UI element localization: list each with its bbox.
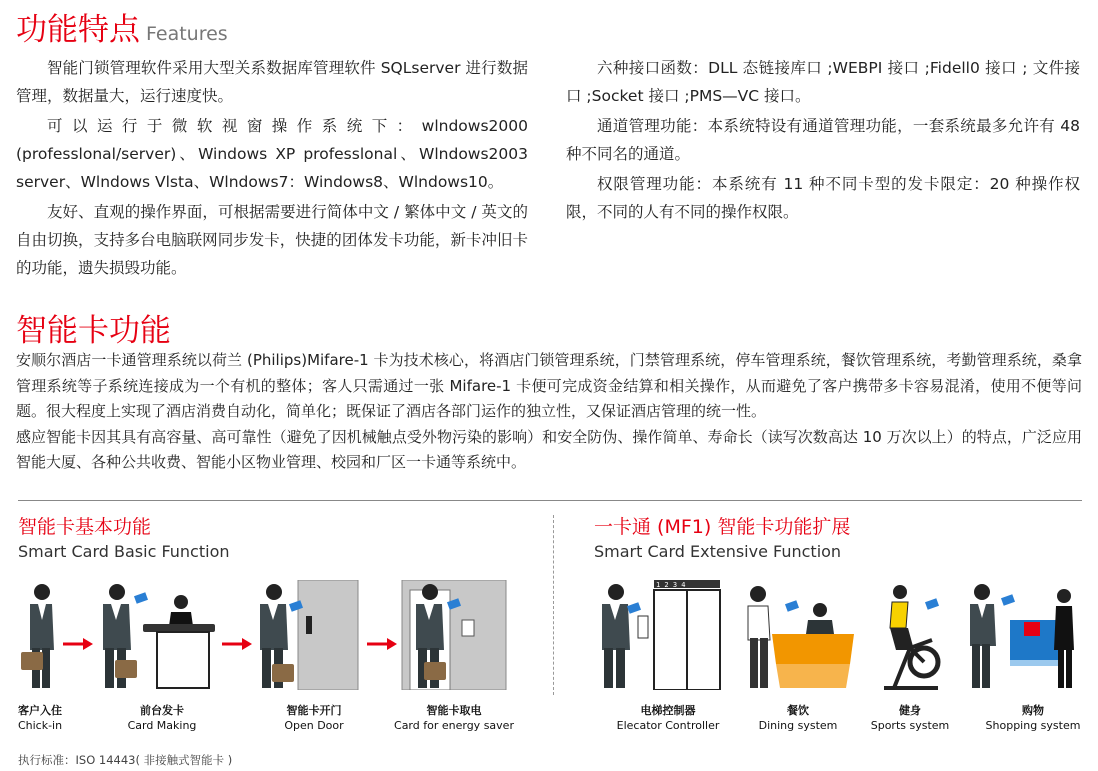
feature-para-5: 通道管理功能：本系统特设有通道管理功能，一套系统最多允许有 48 种不同名的通道。 (566, 117, 1080, 163)
sports-illustration (874, 580, 948, 690)
extensive-title: 一卡通 (MF1) 智能卡功能扩展 (594, 516, 851, 538)
caption-shopping-en: Shopping system (985, 719, 1081, 732)
caption-front-desk-en: Card Making (127, 719, 197, 732)
caption-elevator-zh: 电梯控制器 (640, 704, 696, 717)
smartcard-para-2: 感应智能卡因其具有高容量、高可靠性（避免了因机械触点受外物污染的影响）和安全防伪、操作简单、寿命长（读写次数高达 10 万次以上）的特点，广泛应用智能大厦、各种公共收费、智能小区物业管理、校园和厂区一卡通等系统中。 (16, 427, 1082, 471)
feature-para-1: 智能门锁管理软件采用大型关系数据库管理软件 SQLserver 进行数据管理，数据量大，运行速度快。 (16, 59, 528, 105)
elevator-floor-digits: 1 2 3 4 (656, 581, 686, 589)
extensive-subtitle: Smart Card Extensive Function (594, 542, 842, 561)
checkin-illustration (18, 580, 58, 690)
caption-shopping (963, 703, 1098, 733)
smartcard-text (16, 348, 1082, 478)
basic-subtitle: Smart Card Basic Function (18, 542, 230, 561)
caption-energy-saver (384, 703, 524, 733)
caption-energy-saver-en: Card for energy saver (394, 719, 514, 732)
shopping-illustration (966, 580, 1082, 690)
caption-dining-zh: 餐饮 (787, 704, 809, 717)
section-divider (18, 500, 1082, 501)
caption-elevator-en: Elecator Controller (616, 719, 720, 732)
feature-para-3: 友好、直观的操作界面，可根据需要进行简体中文 / 繁体中文 / 英文的自由切换，支持多台电脑联网同步发卡，快捷的团体发卡功能，新卡冲旧卡的功能，遗失损毁功能。 (16, 203, 528, 277)
front-desk-illustration (95, 580, 220, 690)
caption-open-door-en: Open Door (284, 719, 344, 732)
caption-energy-saver-zh: 智能卡取电 (426, 704, 482, 717)
basic-title: 智能卡基本功能 (18, 516, 152, 538)
features-right-column (566, 54, 1080, 228)
features-heading (16, 12, 228, 52)
caption-checkin-zh: 客户入住 (18, 704, 62, 717)
feature-para-2: 可以运行于微软视窗操作系统下：wlndows2000 (professlonal/server)、Windows XP professlonal、Wlndows2003 server、Wlndows Vlsta、Wlndows7：Windows8、Wlndows10。 (16, 117, 528, 191)
arrow-right-icon (367, 637, 397, 651)
caption-dining-en: Dining system (758, 719, 838, 732)
elevator-illustration (594, 580, 724, 690)
open-door-illustration (252, 580, 360, 690)
caption-shopping-zh: 购物 (1022, 704, 1044, 717)
feature-para-4: 六种接口函数：DLL 态链接库口 ;WEBPI 接口 ;Fidell0 接口 ; 文件接口 ;Socket 接口 ;PMS—VC 接口。 (566, 59, 1080, 105)
energy-saver-illustration (400, 580, 508, 690)
dining-illustration (742, 580, 858, 690)
features-left-column (16, 54, 528, 284)
caption-sports (840, 703, 980, 733)
caption-open-door-zh: 智能卡开门 (286, 704, 342, 717)
caption-elevator (598, 703, 738, 733)
column-divider (553, 515, 554, 695)
smartcard-para-1: 安顺尔酒店一卡通管理系统以荷兰 (Philips)Mifare-1 卡为技术核心，将酒店门锁管理系统，门禁管理系统，停车管理系统，餐饮管理系统，考勤管理系统，桑拿管理系统等子系统连接成为一个有机的整体；客人只需通过一张 Mifare-1 卡便可完成资金结算和相关操作，从而避免了客户携带多卡容易混淆，使用不便等问题。很大程度上实现了酒店消费自动化，简单化；既保证了酒店各部门运作的独立性，又保证酒店管理的统一性。 (16, 351, 1082, 420)
arrow-right-icon (222, 637, 252, 651)
caption-checkin-en: Chick-in (17, 719, 63, 732)
caption-front-desk-zh: 前台发卡 (140, 704, 184, 717)
feature-para-6: 权限管理功能：本系统有 11 种不同卡型的发卡限定：20 种操作权限，不同的人有不同的操作权限。 (566, 175, 1080, 221)
features-title: 功能特点 (16, 12, 140, 48)
arrow-right-icon (63, 637, 93, 651)
standard-note: 执行标准：ISO 14443( 非接触式智能卡 ) (18, 753, 233, 767)
smartcard-heading: 智能卡功能 (16, 313, 171, 349)
caption-sports-zh: 健身 (899, 704, 921, 717)
features-title-en: Features (146, 23, 228, 45)
caption-sports-en: Sports system (870, 719, 950, 732)
caption-front-desk (92, 703, 232, 733)
caption-open-door (244, 703, 384, 733)
